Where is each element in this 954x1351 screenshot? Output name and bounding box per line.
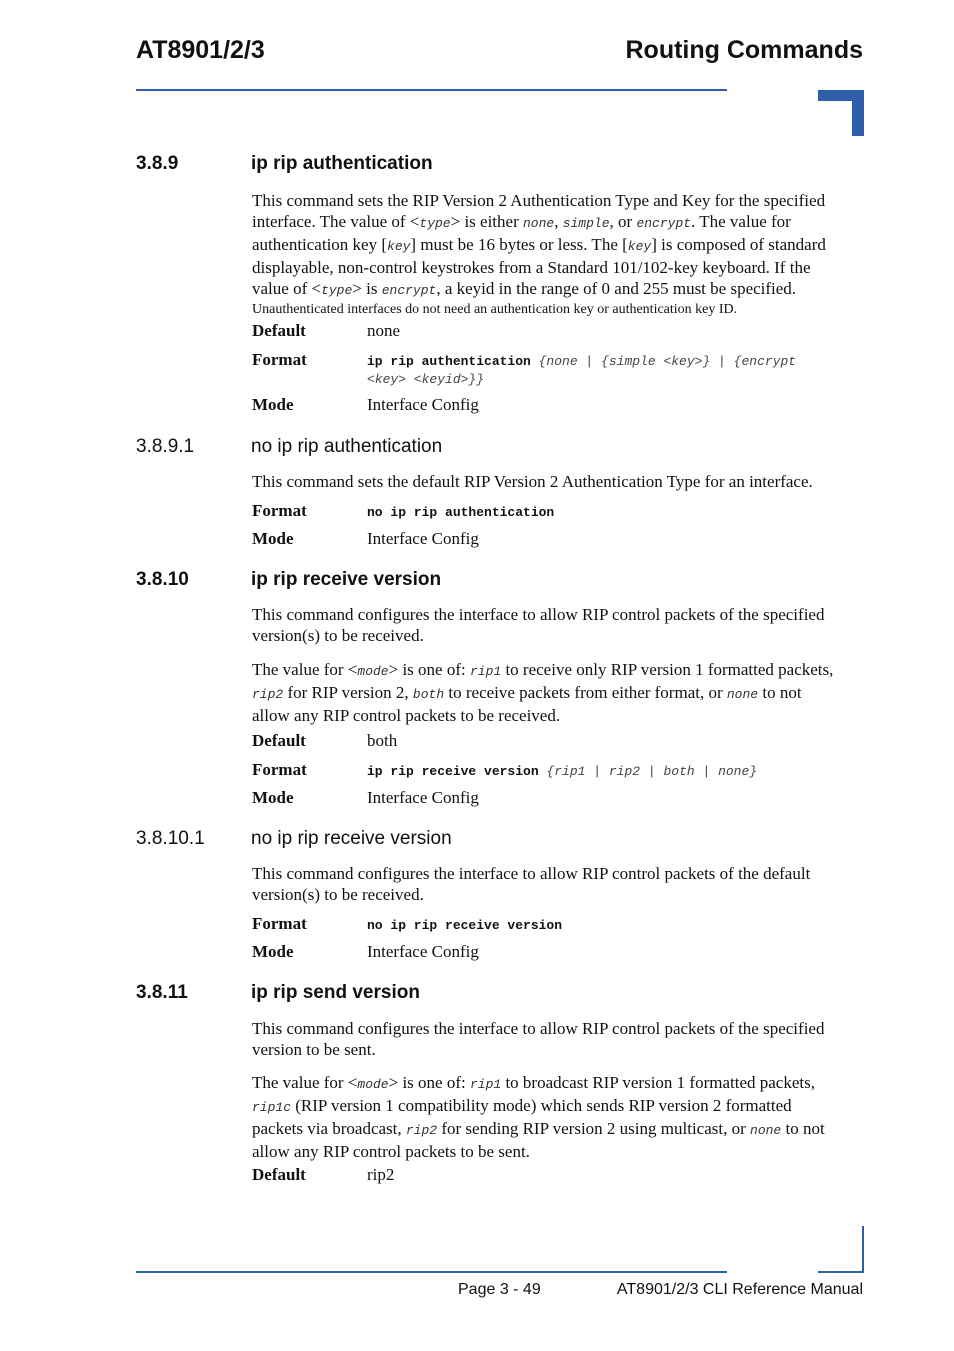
mode-value: Interface Config: [367, 942, 479, 961]
mode-value: Interface Config: [367, 529, 479, 548]
format-value: no ip rip receive version: [367, 918, 563, 933]
format-label: Format: [252, 914, 307, 933]
text-line: The value for <mode> is one of: rip1 to receive only RIP version 1 formatted packets,: [252, 660, 834, 679]
manual-title: AT8901/2/3 CLI Reference Manual: [616, 1281, 863, 1298]
section-3-8-9-description: [252, 190, 864, 318]
section-number: 3.8.9: [136, 153, 179, 174]
default-label: Default: [252, 321, 306, 340]
format-value: no ip rip authentication: [367, 505, 555, 520]
text-line: value of <type> is encrypt, a keyid in the range of 0 and 255 must be specified.: [252, 279, 797, 298]
section-number: 3.8.9.1: [136, 436, 195, 457]
text-line: interface. The value of <type> is either none, simple, or encrypt. The value for: [252, 212, 791, 231]
text-line: packets via broadcast, rip2 for sending RIP version 2 using multicast, or none to not: [252, 1119, 825, 1138]
section-3-8-10-1-description: [252, 863, 864, 905]
text-line: allow any RIP control packets to be received.: [252, 706, 561, 725]
section-heading-3-8-10-1: [136, 828, 452, 850]
page-number: Page 3 - 49: [458, 1281, 541, 1298]
default-value: none: [367, 321, 401, 340]
text-line: version to be sent.: [252, 1040, 376, 1059]
section-heading-3-8-9-1: [136, 436, 442, 458]
header-chapter: Routing Commands: [625, 36, 863, 64]
mode-label: Mode: [252, 395, 294, 414]
text-line: This command configures the interface to allow RIP control packets of the default: [252, 864, 811, 883]
mode-value: Interface Config: [367, 788, 479, 807]
text-line: allow any RIP control packets to be sent.: [252, 1142, 530, 1161]
text-line: This command configures the interface to allow RIP control packets of the specified: [252, 605, 825, 624]
section-title: ip rip receive version: [251, 569, 442, 590]
section-number: 3.8.10: [136, 569, 189, 590]
mode-label: Mode: [252, 942, 294, 961]
header-product: AT8901/2/3: [136, 36, 265, 64]
format-value: ip rip receive version {rip1 | rip2 | both | none}: [367, 764, 758, 779]
section-title: no ip rip receive version: [251, 828, 452, 849]
format-label: Format: [252, 760, 307, 779]
section-3-8-10-description: [252, 604, 864, 646]
default-value: rip2: [367, 1165, 395, 1184]
text-line: rip1c (RIP version 1 compatibility mode) which sends RIP version 2 formatted: [252, 1096, 792, 1115]
section-title: ip rip send version: [251, 982, 420, 1003]
text-line: version(s) to be received.: [252, 885, 424, 904]
section-number: 3.8.10.1: [136, 828, 205, 849]
section-heading-3-8-10: [136, 569, 441, 591]
text-line: The value for <mode> is one of: rip1 to broadcast RIP version 1 formatted packets,: [252, 1073, 815, 1092]
footer-corner-mark: [818, 1226, 864, 1273]
footer-rule: [136, 1271, 727, 1273]
mode-label: Mode: [252, 529, 294, 548]
default-label: Default: [252, 731, 306, 750]
mode-label: Mode: [252, 788, 294, 807]
mode-value: Interface Config: [367, 395, 479, 414]
section-3-8-11-description: [252, 1018, 864, 1060]
section-3-8-9-1-description: [252, 471, 864, 492]
section-heading-3-8-9: [136, 153, 433, 175]
header-corner-mark: [818, 90, 864, 136]
section-number: 3.8.11: [136, 982, 188, 1003]
section-title: ip rip authentication: [251, 153, 433, 174]
text-line: This command sets the RIP Version 2 Authentication Type and Key for the specified: [252, 191, 826, 210]
default-label: Default: [252, 1165, 306, 1184]
section-title: no ip rip authentication: [251, 436, 443, 457]
text-line: rip2 for RIP version 2, both to receive packets from either format, or none to not: [252, 683, 802, 702]
text-line: This command sets the default RIP Version 2 Authentication Type for an interface.: [252, 472, 813, 491]
text-line: version(s) to be received.: [252, 626, 424, 645]
section-3-8-11-values: [252, 1072, 864, 1162]
section-heading-3-8-11: [136, 982, 420, 1004]
default-value: both: [367, 731, 398, 750]
header-rule: [136, 89, 727, 91]
format-label: Format: [252, 350, 307, 369]
text-line: This command configures the interface to allow RIP control packets of the specified: [252, 1019, 825, 1038]
text-line: authentication key [key] must be 16 bytes or less. The [key] is composed of standard: [252, 235, 826, 254]
text-line: displayable, non-control keystrokes from a Standard 101/102-key keyboard. If the: [252, 258, 811, 277]
section-3-8-10-values: [252, 659, 864, 726]
text-line: Unauthenticated interfaces do not need an authentication key or authentication key ID.: [252, 302, 738, 317]
format-label: Format: [252, 501, 307, 520]
format-value: ip rip authentication {none | {simple <key>} | {encrypt <key> <keyid>}}: [367, 354, 797, 387]
